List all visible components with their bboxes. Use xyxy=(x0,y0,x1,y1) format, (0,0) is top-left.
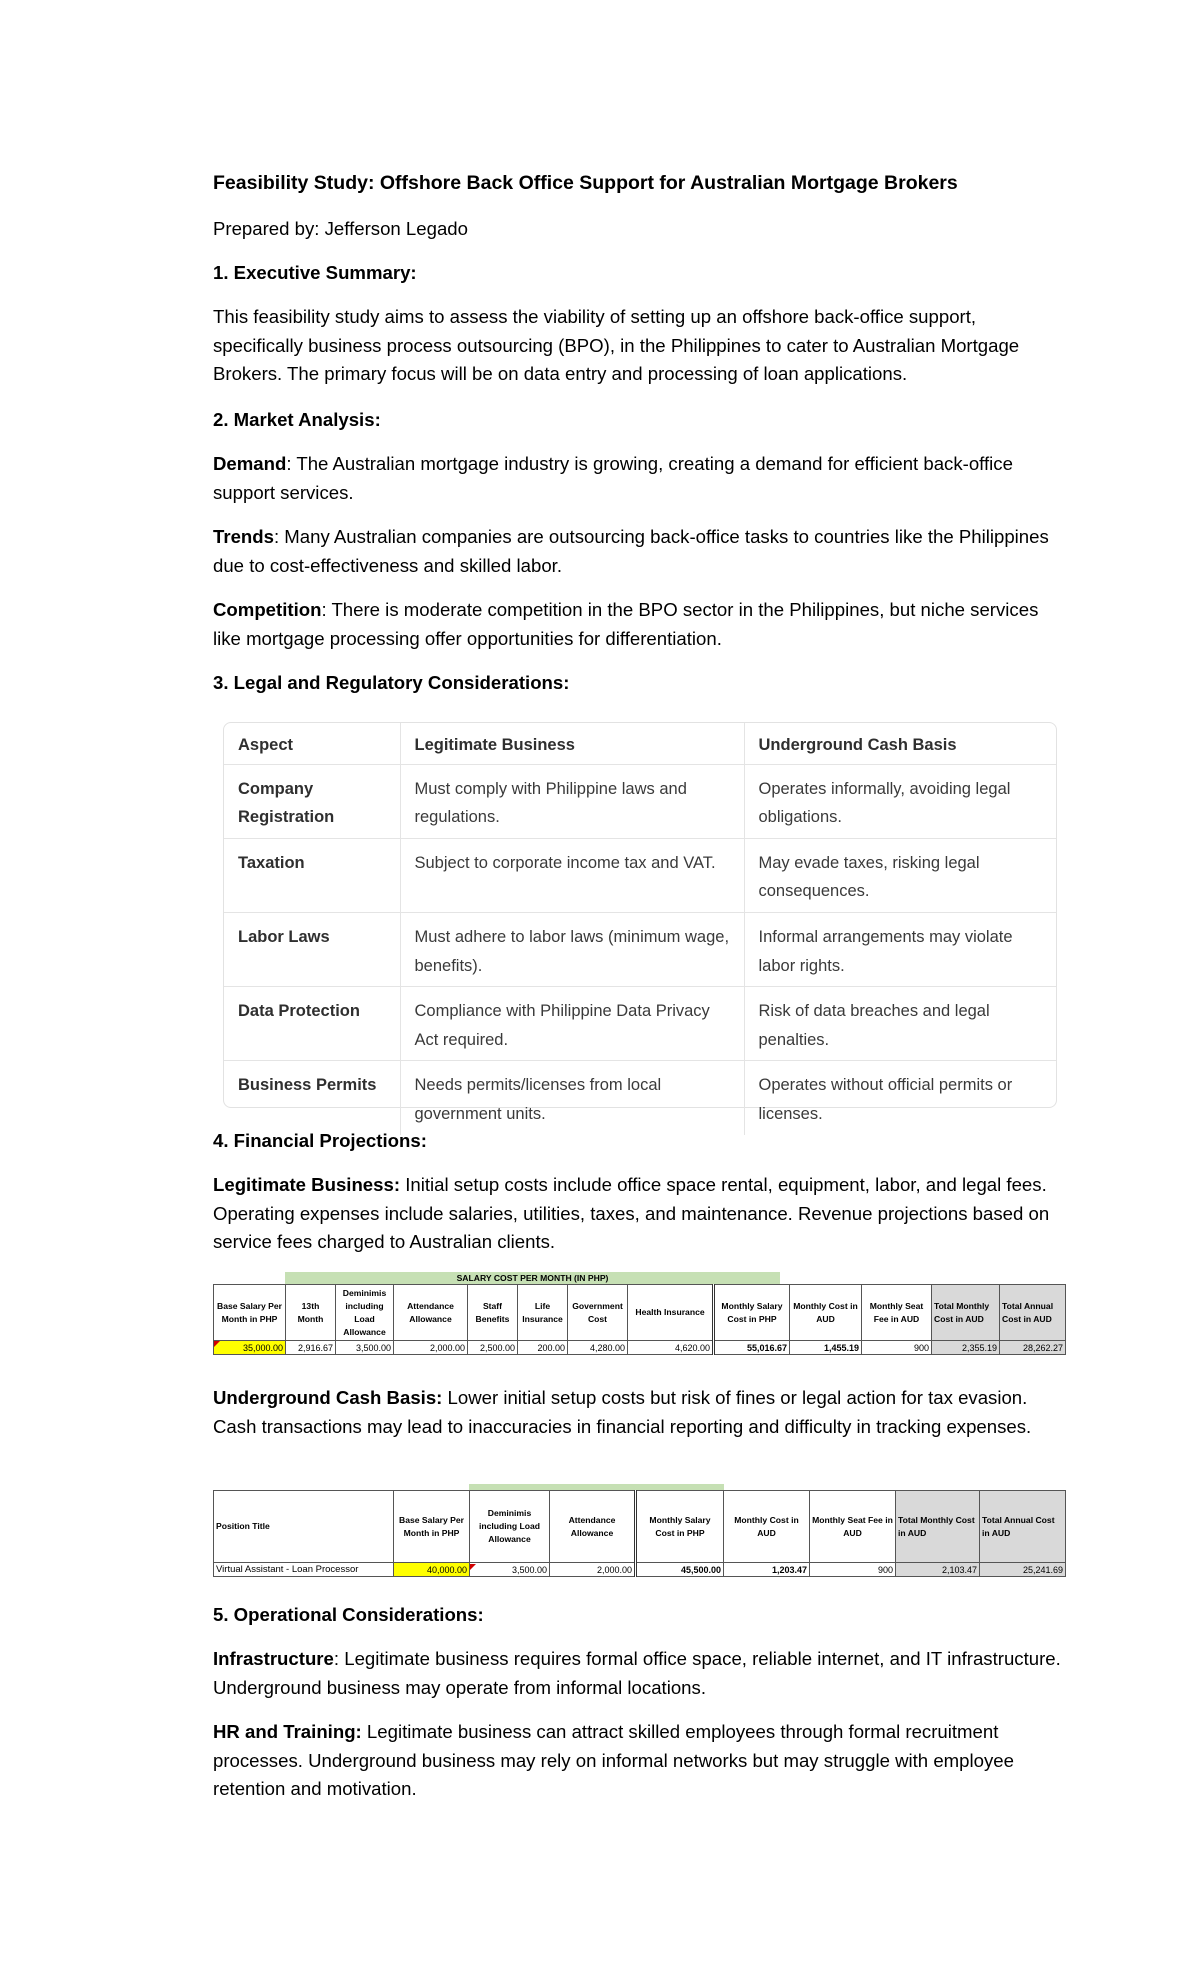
executive-summary-body: This feasibility study aims to assess the viability of setting up an offshore back-office support, specifically business process outsourcing (BPO), in the Philippines to cater to Australian Mortgage Brokers. The primary focus will be on data entry and processing of loan applications. xyxy=(213,306,1020,385)
sheet-header-cell: Government Cost xyxy=(568,1285,628,1341)
trends-label: Trends xyxy=(213,526,274,547)
operational-heading: 5. Operational Considerations: xyxy=(213,1604,484,1625)
regulatory-table-card xyxy=(223,722,1057,1123)
table-cell: Operates without official permits or licenses. xyxy=(744,1061,1056,1135)
sheet-header-cell: Life Insurance xyxy=(518,1285,568,1341)
demand-text: : The Australian mortgage industry is growing, creating a demand for efficient back-office support services. xyxy=(213,453,1013,503)
sheet-header-cell: Monthly Salary Cost in PHP xyxy=(636,1491,724,1563)
sheet-header-row xyxy=(214,1491,1066,1563)
sheet-header-cell: Monthly Cost in AUD xyxy=(724,1491,810,1563)
column-header-underground: Underground Cash Basis xyxy=(744,723,1056,764)
table-cell: Company Registration xyxy=(224,764,400,838)
sheet-header-cell: Total Monthly Cost in AUD xyxy=(896,1491,980,1563)
table-row xyxy=(224,912,1056,986)
competition-label: Competition xyxy=(213,599,322,620)
table-cell: Must comply with Philippine laws and regulations. xyxy=(400,764,744,838)
prepared-by: Prepared by: Jefferson Legado xyxy=(213,218,468,239)
trends-paragraph xyxy=(213,523,1065,580)
underground-salary-table xyxy=(213,1490,1066,1577)
sheet-header-cell: Total Annual Cost in AUD xyxy=(1000,1285,1066,1341)
table-cell: Data Protection xyxy=(224,987,400,1061)
sheet-header-cell: Base Salary Per Month in PHP xyxy=(394,1491,470,1563)
column-header-aspect: Aspect xyxy=(224,723,400,764)
hr-training-paragraph xyxy=(213,1718,1065,1804)
legitimate-label: Legitimate Business: xyxy=(213,1174,401,1195)
table-cell: Informal arrangements may violate labor rights. xyxy=(744,912,1056,986)
competition-paragraph xyxy=(213,596,1065,653)
competition-text: : There is moderate competition in the BPO sector in the Philippines, but niche services like mortgage processing offer opportunities for differentiation. xyxy=(213,599,1039,649)
legitimate-salary-sheet xyxy=(213,1272,1065,1360)
financial-heading: 4. Financial Projections: xyxy=(213,1130,427,1151)
salary-banner: SALARY COST PER MONTH (IN PHP) xyxy=(285,1272,780,1284)
table-cell: Must adhere to labor laws (minimum wage, benefits). xyxy=(400,912,744,986)
sheet-value-cell: 55,016.67 xyxy=(714,1341,790,1355)
document-title: Feasibility Study: Offshore Back Office Support for Australian Mortgage Brokers xyxy=(213,172,958,194)
demand-paragraph xyxy=(213,450,1065,507)
table-row xyxy=(224,1061,1056,1135)
table-cell: Labor Laws xyxy=(224,912,400,986)
hr-training-text: Legitimate business can attract skilled employees through formal recruitment processes. Underground business may rely on informal networks but may struggle with employee retention and motivation. xyxy=(213,1721,1014,1800)
sheet-header-cell: Attendance Allowance xyxy=(550,1491,636,1563)
underground-label: Underground Cash Basis: xyxy=(213,1387,443,1408)
market-analysis-heading: 2. Market Analysis: xyxy=(213,409,381,430)
sheet-value-row xyxy=(214,1341,1066,1355)
sheet-value-cell: 900 xyxy=(862,1341,932,1355)
sheet-value-cell: 40,000.00 xyxy=(394,1563,470,1577)
infrastructure-text: : Legitimate business requires formal office space, reliable internet, and IT infrastructure. Underground business may operate from informal locations. xyxy=(213,1648,1061,1698)
sheet-header-cell: Monthly Seat Fee in AUD xyxy=(810,1491,896,1563)
column-header-legitimate: Legitimate Business xyxy=(400,723,744,764)
sheet-value-cell: 2,355.19 xyxy=(932,1341,1000,1355)
sheet-header-cell: Position Title xyxy=(214,1491,394,1563)
legitimate-text: Initial setup costs include office space rental, equipment, labor, and legal fees. Operating expenses include salaries, utilities, taxes, and maintenance. Revenue projections based on service fees charged to Australian clients. xyxy=(213,1174,1050,1253)
sheet-value-cell: 45,500.00 xyxy=(636,1563,724,1577)
sheet-header-cell: Monthly Seat Fee in AUD xyxy=(862,1285,932,1341)
infrastructure-label: Infrastructure xyxy=(213,1648,334,1669)
sheet-header-cell: 13th Month xyxy=(286,1285,336,1341)
sheet-value-cell: 2,500.00 xyxy=(468,1341,518,1355)
sheet-value-cell: 200.00 xyxy=(518,1341,568,1355)
sheet-value-cell: 3,500.00 xyxy=(470,1563,550,1577)
sheet-value-cell: 1,455.19 xyxy=(790,1341,862,1355)
sheet-header-cell: Health Insurance xyxy=(628,1285,714,1341)
table-header-row xyxy=(224,723,1056,764)
table-row xyxy=(224,764,1056,838)
sheet-header-cell: Base Salary Per Month in PHP xyxy=(214,1285,286,1341)
hr-training-label: HR and Training: xyxy=(213,1721,362,1742)
executive-summary-heading: 1. Executive Summary: xyxy=(213,262,417,283)
sheet-value-cell: 2,000.00 xyxy=(550,1563,636,1577)
sheet-header-cell: Deminimis including Load Allowance xyxy=(336,1285,394,1341)
sheet-header-cell: Total Monthly Cost in AUD xyxy=(932,1285,1000,1341)
comment-flag-icon xyxy=(214,1341,220,1347)
table-cell: Business Permits xyxy=(238,1076,377,1095)
sheet-header-row xyxy=(214,1285,1066,1341)
legitimate-salary-table xyxy=(213,1284,1066,1355)
legitimate-financial-paragraph xyxy=(213,1171,1065,1257)
sheet-value-cell: 4,280.00 xyxy=(568,1341,628,1355)
sheet-header-cell: Deminimis including Load Allowance xyxy=(470,1491,550,1563)
table-row xyxy=(224,838,1056,912)
sheet-header-cell: Monthly Salary Cost in PHP xyxy=(714,1285,790,1341)
underground-financial-paragraph xyxy=(213,1384,1065,1441)
comment-flag-icon xyxy=(470,1564,476,1570)
table-cell: Needs permits/licenses from local government units. xyxy=(400,1061,744,1135)
sheet-value-cell: 2,916.67 xyxy=(286,1341,336,1355)
table-row xyxy=(224,987,1056,1061)
infrastructure-paragraph xyxy=(213,1645,1065,1702)
sheet-header-cell: Attendance Allowance xyxy=(394,1285,468,1341)
sheet-value-cell: 35,000.00 xyxy=(214,1341,286,1355)
sheet-value-cell: 2,000.00 xyxy=(394,1341,468,1355)
underground-salary-sheet xyxy=(213,1484,1065,1574)
table-cell: Compliance with Philippine Data Privacy Act required. xyxy=(400,987,744,1061)
sheet-value-cell: 2,103.47 xyxy=(896,1563,980,1577)
sheet-value-cell: 3,500.00 xyxy=(336,1341,394,1355)
sheet-value-cell: 900 xyxy=(810,1563,896,1577)
table-cell: May evade taxes, risking legal consequences. xyxy=(744,838,1056,912)
legal-heading: 3. Legal and Regulatory Considerations: xyxy=(213,672,570,693)
sheet-header-cell: Staff Benefits xyxy=(468,1285,518,1341)
regulatory-table xyxy=(224,723,1056,1135)
underground-text: Lower initial setup costs but risk of fines or legal action for tax evasion. Cash transactions may lead to inaccuracies in financial reporting and difficulty in tracking expenses. xyxy=(213,1387,1032,1437)
sheet-header-cell: Total Annual Cost in AUD xyxy=(980,1491,1066,1563)
table-cell: Risk of data breaches and legal penalties. xyxy=(744,987,1056,1061)
table-cell: Taxation xyxy=(224,838,400,912)
sheet-value-cell: Virtual Assistant - Loan Processor xyxy=(214,1563,394,1577)
sheet-value-row xyxy=(214,1563,1066,1577)
sheet-value-cell: 25,241.69 xyxy=(980,1563,1066,1577)
sheet-value-cell: 28,262.27 xyxy=(1000,1341,1066,1355)
table-cell: Operates informally, avoiding legal obligations. xyxy=(744,764,1056,838)
table-cell: Subject to corporate income tax and VAT. xyxy=(400,838,744,912)
trends-text: : Many Australian companies are outsourcing back-office tasks to countries like the Philippines due to cost-effectiveness and skilled labor. xyxy=(213,526,1049,576)
sheet-value-cell: 1,203.47 xyxy=(724,1563,810,1577)
sheet-value-cell: 4,620.00 xyxy=(628,1341,714,1355)
demand-label: Demand xyxy=(213,453,287,474)
sheet-header-cell: Monthly Cost in AUD xyxy=(790,1285,862,1341)
